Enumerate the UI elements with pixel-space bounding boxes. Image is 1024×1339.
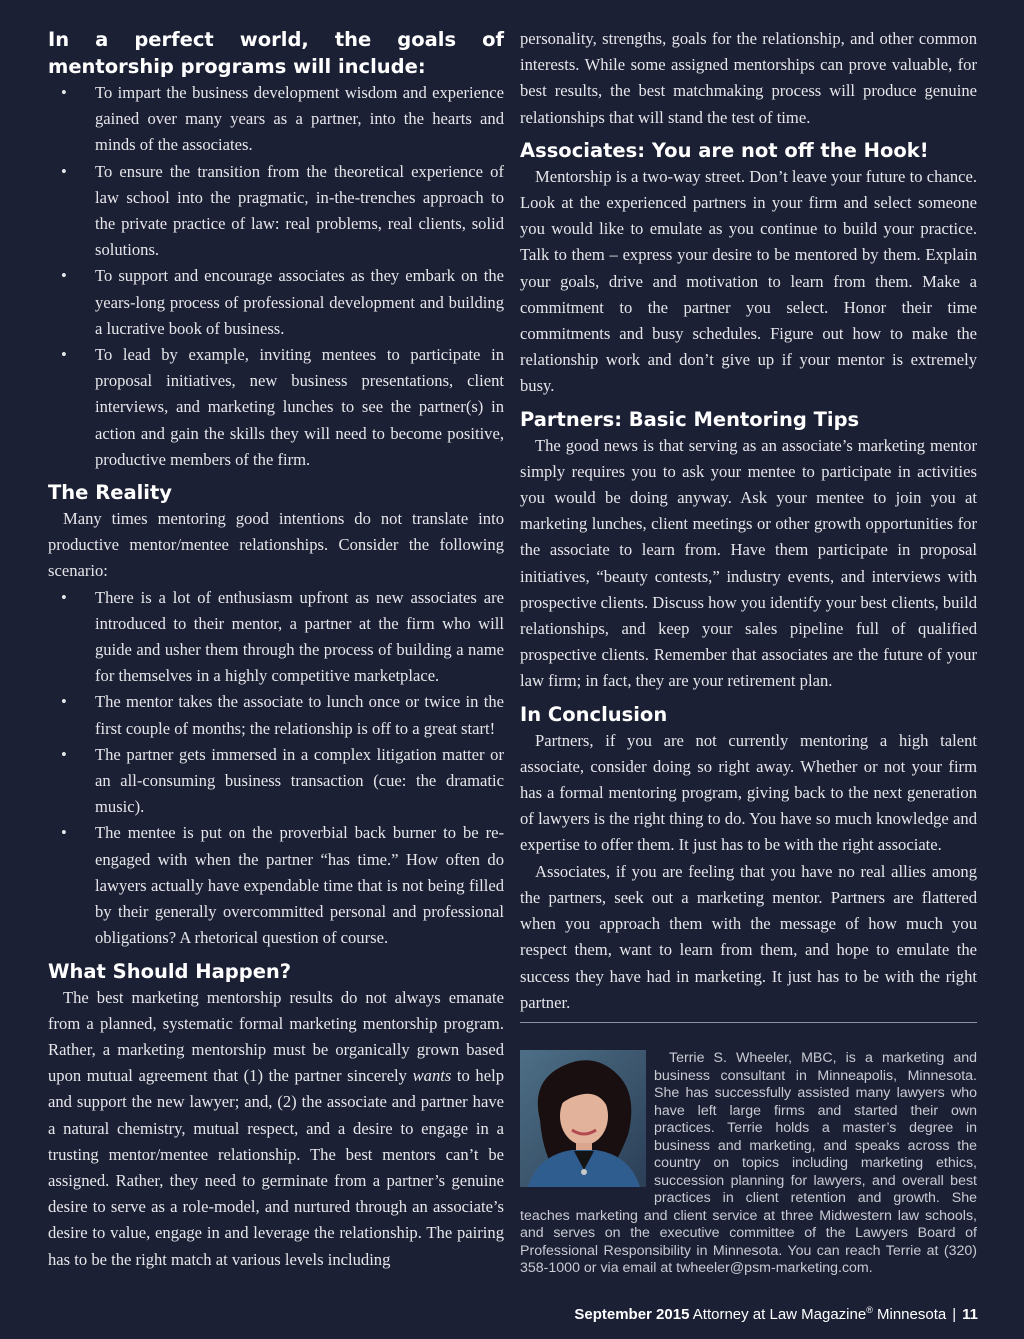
issue-date: September 2015: [574, 1306, 690, 1323]
reality-list: [48, 585, 504, 952]
edition-name: Minnesota: [877, 1306, 947, 1323]
list-item: • The partner gets immersed in a complex litigation matter or an all-consuming business transaction (cue: the dramatic music).: [48, 742, 504, 821]
goals-list: [48, 80, 504, 473]
left-column: [48, 26, 504, 1273]
conclusion-paragraph-1: Partners, if you are not currently mentoring a high talent associate, consider doing so right away. Whether or not your firm has a formal mentoring program, giving back to the next generation of lawyers is the right thing to do. You have so much knowledge and expertise to offer them. It just has to be with the right associate.: [520, 730, 977, 855]
page-footer: [574, 1305, 978, 1323]
conclusion-paragraph-2: Associates, if you are feeling that you have no real allies among the partners, seek out a marketing mentor. Partners are flattered when you approach them with the message of how much you respect them, want to learn from them, and hope to emulate the success they have had in marketing. It just has to be with the right partner.: [520, 861, 977, 1012]
magazine-name: Attorney at Law Magazine: [692, 1306, 867, 1323]
list-item: • To impart the business development wisdom and experience gained over many years as a partner, into the hearts and minds of the associates.: [48, 80, 504, 159]
list-item: • The mentor takes the associate to lunch once or twice in the first couple of months; the relationship is off to a great start!: [48, 689, 504, 741]
registered-mark: ®: [866, 1305, 873, 1315]
author-photo: [520, 1050, 646, 1187]
divider: [520, 1022, 977, 1023]
associates-paragraph: Mentorship is a two-way street. Don’t leave your future to chance. Look at the experienced partners in your firm and select someone you would like to emulate as you continue to build your practice. Talk to them – express your desire to be mentored by them. Explain your goals, drive and motivation to learn from them. Make a commitment to the partner you select. Honor their time commitments and busy schedules. Figure out how to make the relationship work and don’t give up if your mentor is extremely busy.: [520, 166, 977, 396]
happen-emphasis: wants: [412, 1066, 452, 1086]
list-item: • To ensure the transition from the theoretical experience of law school into the pragmatic, in-the-trenches approach to the private practice of law: real problems, real clients, solid solutions.: [48, 159, 504, 264]
right-column: [520, 26, 977, 1016]
list-item: • There is a lot of enthusiasm upfront as new associates are introduced to their mentor, a partner at the firm who will guide and usher them through the process of building a name for themselves in a highly competitive marketplace.: [48, 585, 504, 690]
list-item: • To support and encourage associates as they embark on the years-long process of professional development and building a lucrative book of business.: [48, 263, 504, 342]
list-item: • To lead by example, inviting mentees to participate in proposal initiatives, new business presentations, client interviews, and marketing lunches to see the partner(s) in action and gain the skills they will need to become positive, productive members of the firm.: [48, 342, 504, 473]
happen-text-a: The best marketing mentorship results do not always emanate from a planned, systematic formal marketing mentorship program. Rather, a marketing mentorship must be organically grown based upon mutual agreement that (1) the partner sincerely: [48, 987, 504, 1086]
partners-paragraph: The good news is that serving as an associate’s marketing mentor simply requires you to ask your mentee to participate in activities you would be doing anyway. Ask your mentee to join you at marketing lunches, client meetings or other growth opportunities for the associate to learn from. Have them participate in proposal initiatives, “beauty contests,” industry events, and interviews with prospective clients. Discuss how you identify your best clients, build relationships, and keep your sales pipeline full of qualified prospective clients. Remember that associates are the future of your law firm; in fact, they are your retirement plan.: [520, 435, 977, 691]
conclusion-heading: In Conclusion: [520, 702, 668, 726]
author-bio: [520, 1050, 977, 1278]
happen-heading: What Should Happen?: [48, 959, 292, 983]
author-portrait-icon: [520, 1050, 646, 1187]
author-bio-text: Terrie S. Wheeler, MBC, is a marketing and business consultant in Minneapolis, Minnesota. She has successfully assisted many lawyers who have left large firms and started their own practices. Terrie holds a master’s degree in business and marketing, and speaks across the country on topics including marketing ethics, succession planning for lawyers, and overall best practices in client retention and growth. She teaches marketing and client service at three Midwestern law schools, and serves on the executive committee of the Lawyers Board of Professional Responsibility in Minnesota. You can reach Terrie at (320) 358-1000 or via email at twheeler@psm-marketing.com.: [520, 1050, 977, 1276]
continued-paragraph: personality, strengths, goals for the relationship, and other common interests. While some assigned mentorships can prove valuable, for best results, the best matchmaking process will produce genuine relationships that will stand the test of time.: [520, 29, 977, 127]
happen-text-b: to help and support the new lawyer; and, (2) the associate and partner have a natural chemistry, mutual respect, and a desire to engage in a trusting mentor/mentee relationship. The best mentors can’t be assigned. Rather, they need to germinate from a partner’s genuine desire to serve as a role-model, and nurtured through an associate’s desire to value, engage in and leverage the relationship. The pairing has to be the right match at various levels including: [48, 1066, 504, 1269]
associates-heading: Associates: You are not off the Hook!: [520, 138, 929, 162]
reality-intro: Many times mentoring good intentions do not translate into productive mentor/mentee relationships. Consider the following scenario:: [48, 509, 504, 581]
page-number: 11: [962, 1306, 978, 1323]
footer-separator: |: [952, 1306, 957, 1323]
happen-paragraph: [48, 985, 504, 1273]
reality-heading: The Reality: [48, 481, 172, 505]
list-item: • The mentee is put on the proverbial back burner to be re-engaged with when the partner “has time.” How often do lawyers actually have expendable time that is not being filled by their generally overcommitted personal and professional obligations? A rhetorical question of course.: [48, 820, 504, 951]
goals-heading: In a perfect world, the goals of mentorship programs will include:: [48, 28, 504, 78]
partners-heading: Partners: Basic Mentoring Tips: [520, 407, 860, 431]
